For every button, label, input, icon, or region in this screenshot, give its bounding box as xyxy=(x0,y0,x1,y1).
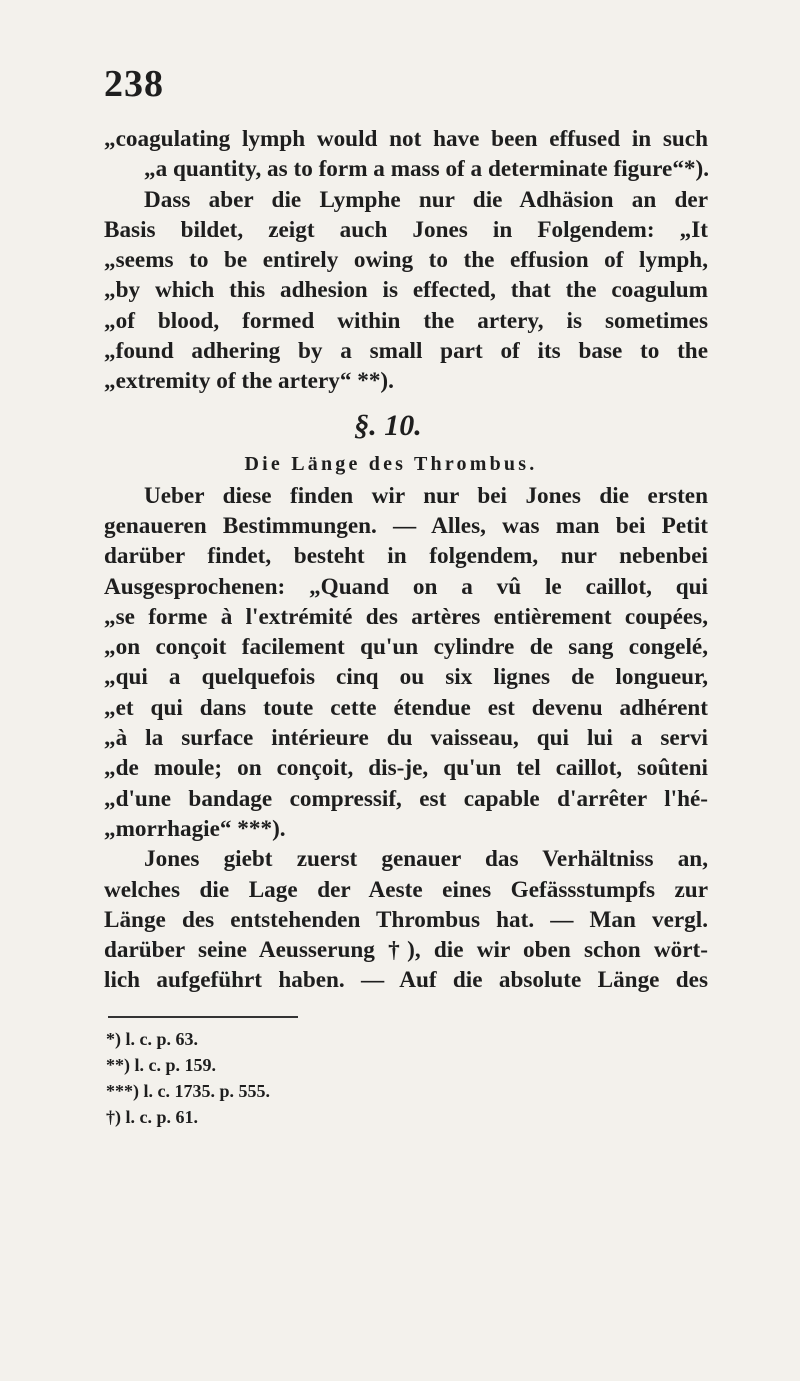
text-line: „coagulating lymph would not have been effused in such xyxy=(104,126,708,152)
text-line: „à la surface intérieure du vaisseau, qui lui a servi xyxy=(104,725,708,752)
text-line: „morrhagie“ ***). xyxy=(104,815,286,842)
text-line: Ausgesprochenen: „Quand on a vû le caillot, qui xyxy=(104,573,708,600)
section-heading: Die Länge des Thrombus. xyxy=(244,452,538,475)
footnote: ***) l. c. 1735. p. 555. xyxy=(106,1080,270,1101)
text-line: genaueren Bestimmungen. — Alles, was man bei Petit xyxy=(104,512,708,539)
text-line: „d'une bandage compressif, est capable d'arrêter l'hé- xyxy=(104,785,708,812)
text-line: lich aufgeführt haben. — Auf die absolute Länge des xyxy=(104,967,708,994)
text-line: „de moule; on conçoit, dis-je, qu'un tel caillot, soûteni xyxy=(104,755,708,782)
text-line: „of blood, formed within the artery, is sometimes xyxy=(104,307,708,334)
text-line: „by which this adhesion is effected, that the coagulum xyxy=(104,277,708,304)
text-line: „found adhering by a small part of its base to the xyxy=(104,338,708,365)
text-line: Basis bildet, zeigt auch Jones in Folgendem: „It xyxy=(104,216,708,243)
text-line: „extremity of the artery“ **). xyxy=(104,368,394,395)
footnote: **) l. c. p. 159. xyxy=(106,1054,216,1075)
text-line: darüber findet, besteht in folgendem, nur nebenbei xyxy=(104,543,708,570)
footnote-divider xyxy=(108,1016,298,1018)
text-line: Dass aber die Lymphe nur die Adhäsion an der xyxy=(144,186,708,213)
text-line: „a quantity, as to form a mass of a determinate figure“*). xyxy=(144,156,710,183)
section-number: §. 10. xyxy=(354,408,422,442)
text-line: „et qui dans toute cette étendue est devenu adhérent xyxy=(104,694,708,721)
text-line: „qui a quelquefois cinq ou six lignes de longueur, xyxy=(104,664,708,691)
text-line: darüber seine Aeusserung †), die wir oben schon wört- xyxy=(104,937,708,964)
text-line: welches die Lage der Aeste eines Gefässstumpfs zur xyxy=(104,876,708,903)
footnote: †) l. c. p. 61. xyxy=(106,1106,198,1127)
text-line: Länge des entstehenden Thrombus hat. — Man vergl. xyxy=(104,906,708,933)
text-line: Jones giebt zuerst genauer das Verhältniss an, xyxy=(144,846,708,873)
text-line: Ueber diese finden wir nur bei Jones die ersten xyxy=(144,482,708,509)
text-line: „se forme à l'extrémité des artères entièrement coupées, xyxy=(104,603,708,630)
footnote: *) l. c. p. 63. xyxy=(106,1028,198,1049)
page-number: 238 xyxy=(104,63,164,105)
text-line: „seems to be entirely owing to the effusion of lymph, xyxy=(104,247,708,274)
page-body xyxy=(104,124,708,1130)
text-line: „on conçoit facilement qu'un cylindre de sang congelé, xyxy=(104,634,708,661)
